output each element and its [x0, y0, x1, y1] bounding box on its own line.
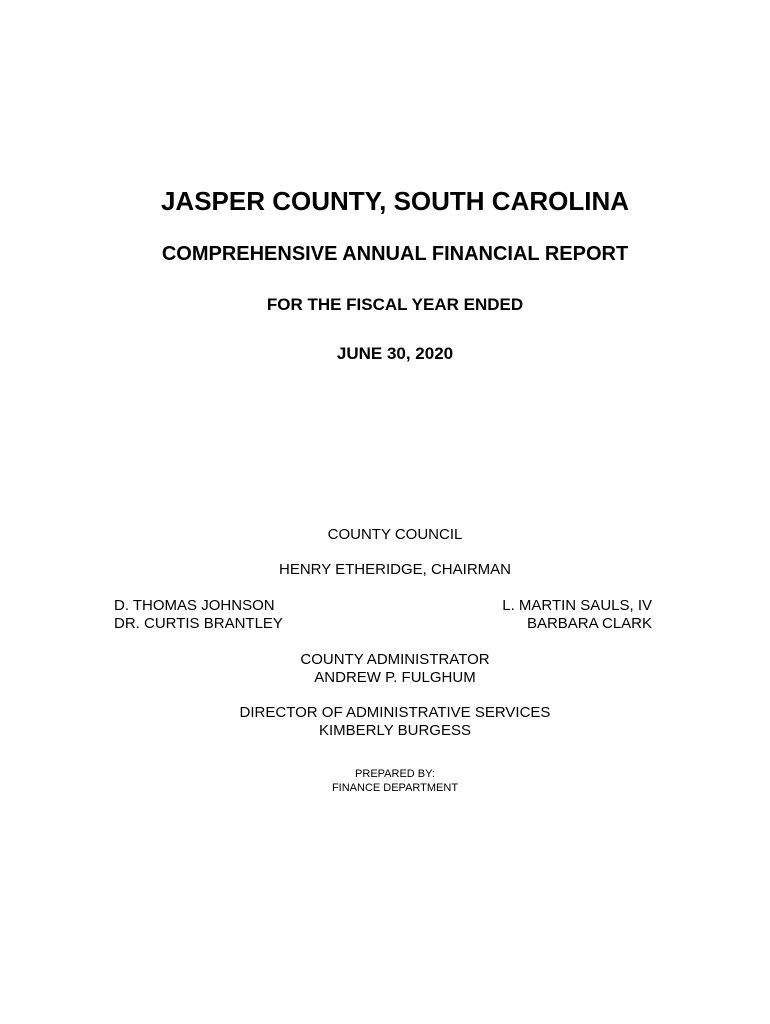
fiscal-period-line: FOR THE FISCAL YEAR ENDED: [266, 295, 524, 314]
council-member-right-1: L. MARTIN SAULS, IV: [502, 597, 652, 614]
council-member-left-1: D. THOMAS JOHNSON: [114, 597, 275, 614]
director-title: DIRECTOR OF ADMINISTRATIVE SERVICES: [239, 704, 551, 721]
council-member-right-2: BARBARA CLARK: [526, 615, 652, 632]
director-name: KIMBERLY BURGESS: [319, 722, 471, 739]
council-heading: COUNTY COUNCIL: [327, 526, 463, 543]
administrator-name: ANDREW P. FULGHUM: [314, 669, 476, 686]
council-chairman: HENRY ETHERIDGE, CHAIRMAN: [279, 561, 511, 578]
prepared-by-label: PREPARED BY:: [355, 768, 435, 780]
prepared-by-department: FINANCE DEPARTMENT: [331, 782, 459, 794]
report-title: COMPREHENSIVE ANNUAL FINANCIAL REPORT: [161, 243, 629, 265]
fiscal-year-date: JUNE 30, 2020: [336, 344, 454, 363]
administrator-title: COUNTY ADMINISTRATOR: [300, 651, 490, 668]
council-member-left-2: DR. CURTIS BRANTLEY: [114, 615, 283, 632]
entity-title: JASPER COUNTY, SOUTH CAROLINA: [160, 186, 630, 216]
